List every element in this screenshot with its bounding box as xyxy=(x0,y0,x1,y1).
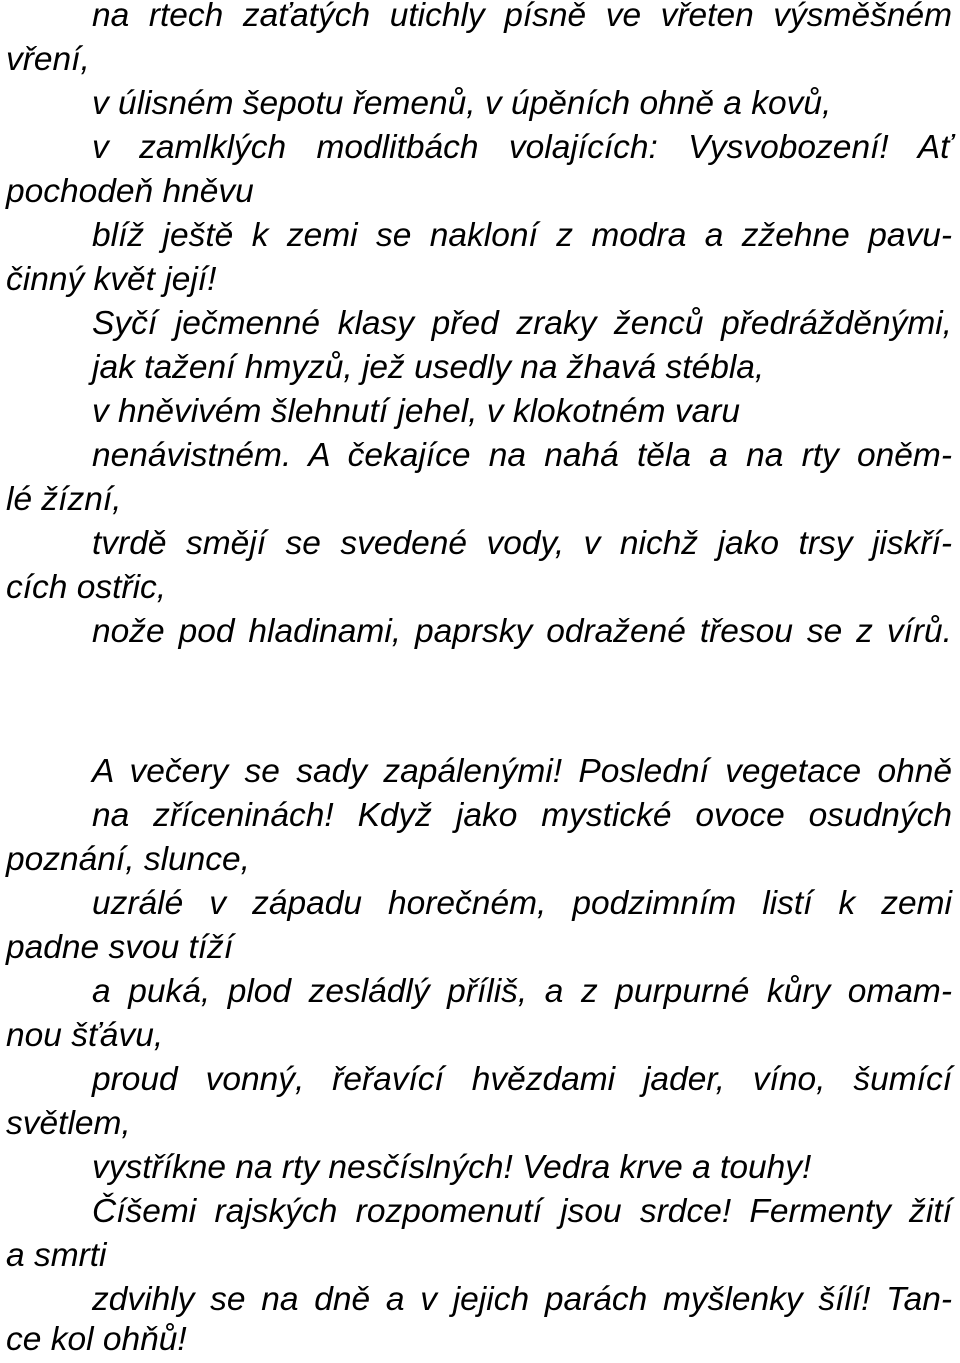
poem-line: nenávistném. A čekajíce na nahá těla a na rty oněm- xyxy=(92,437,952,474)
poem-line: cích ostřic, xyxy=(6,569,167,606)
poem-line: blíž ještě k zemi se nakloní z modra a zžehne pavu- xyxy=(92,217,952,254)
poem-line: v zamlklých modlitbách volajících: Vysvobození! Ať xyxy=(92,129,952,166)
poem-line: proud vonný, řeřavící hvězdami jader, víno, šumící xyxy=(92,1061,952,1098)
poem-line: v hněvivém šlehnutí jehel, v klokotném varu xyxy=(92,393,740,430)
poem-line: jak tažení hmyzů, jež usedly na žhavá stébla, xyxy=(92,349,765,386)
poem-line: na zříceninách! Když jako mystické ovoce osudných xyxy=(92,797,952,834)
poem-line: vření, xyxy=(6,41,90,78)
poem-line: nou šťávu, xyxy=(6,1017,164,1054)
poem-line: ce kol ohňů! xyxy=(6,1321,187,1358)
poem-line: tvrdě smějí se svedené vody, v nichž jako trsy jiskří- xyxy=(92,525,952,562)
poem-line: padne svou tíží xyxy=(6,929,234,966)
poem-line: nože pod hladinami, paprsky odražené třesou se z vírů. xyxy=(92,613,952,650)
poem-line: poznání, slunce, xyxy=(6,841,250,878)
poem-line: na rtech zaťatých utichly písně ve vřeten výsměšném xyxy=(92,0,952,34)
poem-line: pochodeň hněvu xyxy=(6,173,254,210)
poem-line: světlem, xyxy=(6,1105,131,1142)
poem-line: uzrálé v západu horečném, podzimním listí k zemi xyxy=(92,885,952,922)
poem-line: Číšemi rajských rozpomenutí jsou srdce! Fermenty žití xyxy=(92,1193,952,1230)
poem-line: Syčí ječmenné klasy před zraky ženců předrážděnými, xyxy=(92,305,952,342)
poem-line: zdvihly se na dně a v jejich parách myšlenky šílí! Tan- xyxy=(92,1281,952,1318)
poem-line: v úlisném šepotu řemenů, v úpěních ohně a kovů, xyxy=(92,85,832,122)
poem-line: činný květ její! xyxy=(6,261,217,298)
poem-line: vystříkne na rty nesčíslných! Vedra krve a touhy! xyxy=(92,1149,812,1186)
poem-line: a puká, plod zesládlý příliš, a z purpurné kůry omam- xyxy=(92,973,952,1010)
poem-line: a smrti xyxy=(6,1237,107,1274)
poem-line: lé žízní, xyxy=(6,481,122,518)
poem-line: A večery se sady zapálenými! Poslední vegetace ohně xyxy=(92,753,952,790)
